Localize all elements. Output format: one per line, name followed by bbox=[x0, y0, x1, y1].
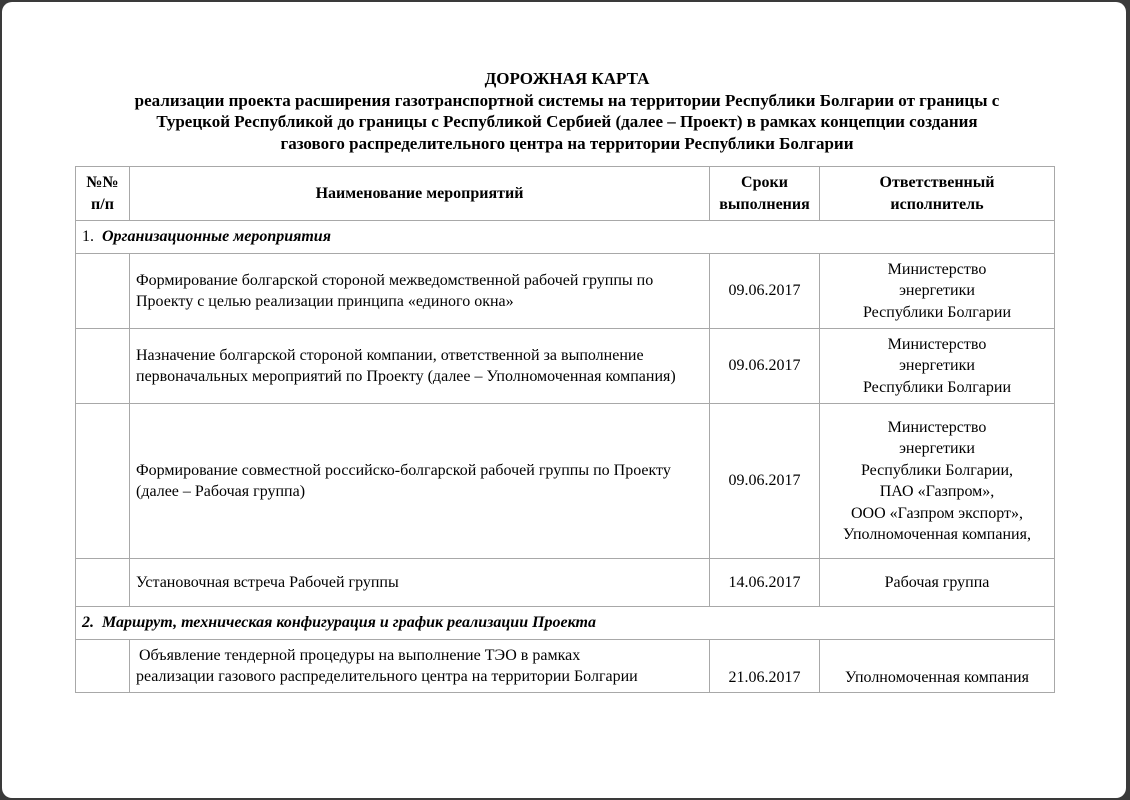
header-num: №№ п/п bbox=[76, 167, 130, 221]
heading-line-3: газового распределительного центра на территории Республики Болгарии bbox=[280, 133, 854, 153]
row-num-cell bbox=[76, 404, 130, 559]
row-num-cell bbox=[76, 640, 130, 693]
table-header-row bbox=[76, 167, 1055, 221]
table-row bbox=[76, 559, 1055, 607]
roadmap-table bbox=[75, 166, 1055, 693]
row-num-cell bbox=[76, 559, 130, 607]
header-name: Наименование мероприятий bbox=[130, 167, 710, 221]
activity-name: Установочная встреча Рабочей группы bbox=[130, 559, 710, 607]
section-row-1 bbox=[76, 221, 1055, 254]
responsible: Уполномоченная компания bbox=[820, 640, 1055, 693]
table-row bbox=[76, 404, 1055, 559]
deadline: 14.06.2017 bbox=[710, 559, 820, 607]
activity-name: Назначение болгарской стороной компании, ответственной за выполнение первоначальных мероприятий по Проекту (далее – Уполномоченная компания) bbox=[130, 329, 710, 404]
section-number: 1. bbox=[82, 228, 94, 246]
heading-line-1: реализации проекта расширения газотранспортной системы на территории Республики Болгарии от границы с bbox=[134, 90, 1000, 110]
section-number: 2. bbox=[82, 614, 94, 632]
activity-name: Объявление тендерной процедуры на выполнение ТЭО в рамках реализации газового распределительного центра на территории Болгарии bbox=[130, 640, 710, 693]
deadline: 09.06.2017 bbox=[710, 254, 820, 329]
document-heading bbox=[2, 68, 1130, 154]
document-title: ДОРОЖНАЯ КАРТА bbox=[484, 69, 650, 88]
table-row bbox=[76, 640, 1055, 693]
header-date: Сроки выполнения bbox=[710, 167, 820, 221]
activity-name: Формирование совместной российско-болгарской рабочей группы по Проекту (далее – Рабочая группа) bbox=[130, 404, 710, 559]
responsible: Министерство энергетики Республики Болгарии bbox=[820, 254, 1055, 329]
responsible: Рабочая группа bbox=[820, 559, 1055, 607]
activity-name: Формирование болгарской стороной межведомственной рабочей группы по Проекту с целью реализации принципа «единого окна» bbox=[130, 254, 710, 329]
section-title: Организационные мероприятия bbox=[102, 228, 331, 246]
header-responsible: Ответственный исполнитель bbox=[820, 167, 1055, 221]
section-row-2 bbox=[76, 607, 1055, 640]
deadline: 21.06.2017 bbox=[710, 640, 820, 693]
table-row bbox=[76, 254, 1055, 329]
responsible: Министерство энергетики Республики Болгарии, ПАО «Газпром», ООО «Газпром экспорт», Уполномоченная компания, bbox=[820, 404, 1055, 559]
deadline: 09.06.2017 bbox=[710, 329, 820, 404]
row-num-cell bbox=[76, 329, 130, 404]
heading-line-2: Турецкой Республикой до границы с Республикой Сербией (далее – Проект) в рамках концепции создания bbox=[156, 112, 978, 131]
deadline: 09.06.2017 bbox=[710, 404, 820, 559]
row-num-cell bbox=[76, 254, 130, 329]
section-title: Маршрут, техническая конфигурация и график реализации Проекта bbox=[102, 614, 596, 632]
responsible: Министерство энергетики Республики Болгарии bbox=[820, 329, 1055, 404]
table-row bbox=[76, 329, 1055, 404]
